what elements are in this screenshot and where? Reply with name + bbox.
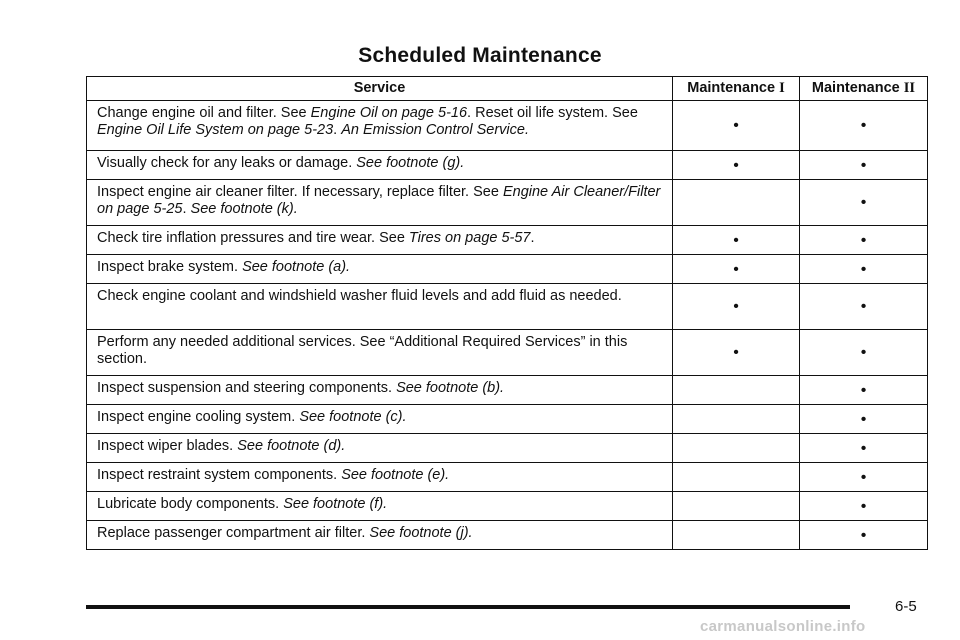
service-reference-text: See footnote (e). [341, 467, 450, 483]
check-bullet: • [733, 344, 739, 361]
maintenance-2-cell [800, 434, 928, 463]
service-cell [87, 434, 673, 463]
maintenance-2-cell [800, 255, 928, 284]
service-cell [87, 330, 673, 376]
service-cell [87, 284, 673, 330]
table-body [87, 101, 928, 550]
check-bullet: • [860, 231, 867, 249]
maintenance-2-cell [800, 180, 928, 226]
maintenance-1-cell [673, 330, 800, 376]
service-text: Inspect engine cooling system. [97, 409, 300, 425]
header-maintenance-2-roman: II [903, 80, 916, 96]
service-reference-text: See footnote (f). [283, 496, 388, 512]
service-reference-text: See footnote (d). [237, 438, 346, 454]
service-text: Check tire inflation pressures and tire wear. See [97, 230, 409, 246]
service-reference-text: Tires on page 5-57 [408, 230, 531, 246]
service-text: . [530, 230, 535, 246]
header-maintenance-1-label: Maintenance [687, 80, 776, 96]
service-cell [87, 463, 673, 492]
footer-rule [86, 605, 850, 609]
table-row [87, 521, 928, 550]
service-reference-text: See footnote (k). [190, 201, 298, 217]
table-row [87, 101, 928, 151]
check-bullet: • [860, 381, 867, 399]
header-maintenance-2-label: Maintenance [811, 80, 900, 96]
table-row [87, 226, 928, 255]
service-text: Inspect suspension and steering components. [97, 380, 397, 396]
service-cell [87, 151, 673, 180]
page-number: 6-5 [895, 598, 917, 615]
page-title: Scheduled Maintenance [358, 44, 602, 67]
maintenance-1-cell [673, 492, 800, 521]
maintenance-2-cell [800, 463, 928, 492]
table-row [87, 180, 928, 226]
service-reference-text: See footnote (b). [396, 380, 505, 396]
maintenance-2-cell [800, 405, 928, 434]
table-row [87, 376, 928, 405]
table-row [87, 463, 928, 492]
service-cell [87, 180, 673, 226]
service-reference-text: Engine Oil on page 5-16 [310, 105, 468, 121]
table-row [87, 405, 928, 434]
check-bullet: • [860, 298, 867, 315]
check-bullet: • [860, 156, 867, 174]
service-text: Change engine oil and filter. See [97, 105, 311, 121]
table-row [87, 330, 928, 376]
service-text: Perform any needed additional services. See “Additional Required Services” in this section. [97, 334, 628, 367]
maintenance-1-cell [673, 521, 800, 550]
maintenance-2-cell [800, 101, 928, 151]
service-reference-text: See footnote (j). [369, 525, 473, 541]
service-cell [87, 492, 673, 521]
service-reference-text: Engine Air Cleaner/Filter on page 5-25 [97, 184, 661, 217]
check-bullet: • [860, 344, 867, 361]
check-bullet: • [860, 410, 867, 428]
maintenance-2-cell [800, 330, 928, 376]
maintenance-2-cell [800, 521, 928, 550]
header-maintenance-1 [673, 77, 800, 101]
maintenance-2-cell [800, 151, 928, 180]
maintenance-1-cell [673, 180, 800, 226]
service-cell [87, 521, 673, 550]
maintenance-2-cell [800, 376, 928, 405]
service-cell [87, 405, 673, 434]
maintenance-2-cell [800, 284, 928, 330]
maintenance-2-cell [800, 492, 928, 521]
check-bullet: • [860, 439, 867, 457]
service-text: Check engine coolant and windshield washer fluid levels and add fluid as needed. [97, 288, 622, 304]
maintenance-1-cell [673, 376, 800, 405]
check-bullet: • [733, 260, 739, 278]
maintenance-table [86, 76, 928, 550]
service-text: Inspect restraint system components. [97, 467, 342, 483]
maintenance-1-cell [673, 226, 800, 255]
maintenance-1-cell [673, 284, 800, 330]
table-row [87, 151, 928, 180]
header-service: Service [87, 77, 673, 101]
check-bullet: • [733, 298, 739, 315]
check-bullet: • [733, 156, 739, 174]
service-text: Replace passenger compartment air filter. [97, 525, 370, 541]
maintenance-1-cell [673, 463, 800, 492]
service-text: Inspect engine air cleaner filter. If necessary, replace filter. See [97, 184, 503, 200]
service-cell [87, 255, 673, 284]
service-cell [87, 226, 673, 255]
check-bullet: • [860, 117, 867, 134]
check-bullet: • [733, 117, 739, 134]
check-bullet: • [733, 231, 739, 249]
service-reference-text: See footnote (g). [356, 155, 465, 171]
service-text: . [182, 201, 191, 217]
check-bullet: • [860, 260, 867, 278]
maintenance-2-cell [800, 226, 928, 255]
table-row [87, 434, 928, 463]
service-reference-text: Engine Oil Life System on page 5-23 [97, 122, 334, 138]
service-reference-text: See footnote (a). [242, 259, 351, 275]
maintenance-1-cell [673, 151, 800, 180]
maintenance-1-cell [673, 101, 800, 151]
header-maintenance-1-roman: I [779, 80, 785, 96]
service-text: . [333, 122, 342, 138]
service-text: . Reset oil life system. See [467, 105, 638, 121]
maintenance-1-cell [673, 255, 800, 284]
header-maintenance-2 [800, 77, 928, 101]
watermark: carmanualsonline.info [700, 618, 866, 635]
service-text: Lubricate body components. [97, 496, 284, 512]
service-cell [87, 101, 673, 151]
table-row [87, 284, 928, 330]
service-reference-text: See footnote (c). [299, 409, 407, 425]
maintenance-1-cell [673, 405, 800, 434]
service-cell [87, 376, 673, 405]
service-reference-text: An Emission Control Service. [341, 122, 529, 138]
check-bullet: • [860, 497, 867, 515]
table-row [87, 492, 928, 521]
service-text: Inspect brake system. [97, 259, 243, 275]
check-bullet: • [860, 526, 867, 544]
check-bullet: • [860, 194, 867, 211]
service-text: Visually check for any leaks or damage. [97, 155, 357, 171]
check-bullet: • [860, 468, 867, 486]
service-text: Inspect wiper blades. [97, 438, 238, 454]
table-header-row [87, 77, 928, 101]
maintenance-1-cell [673, 434, 800, 463]
table-row [87, 255, 928, 284]
